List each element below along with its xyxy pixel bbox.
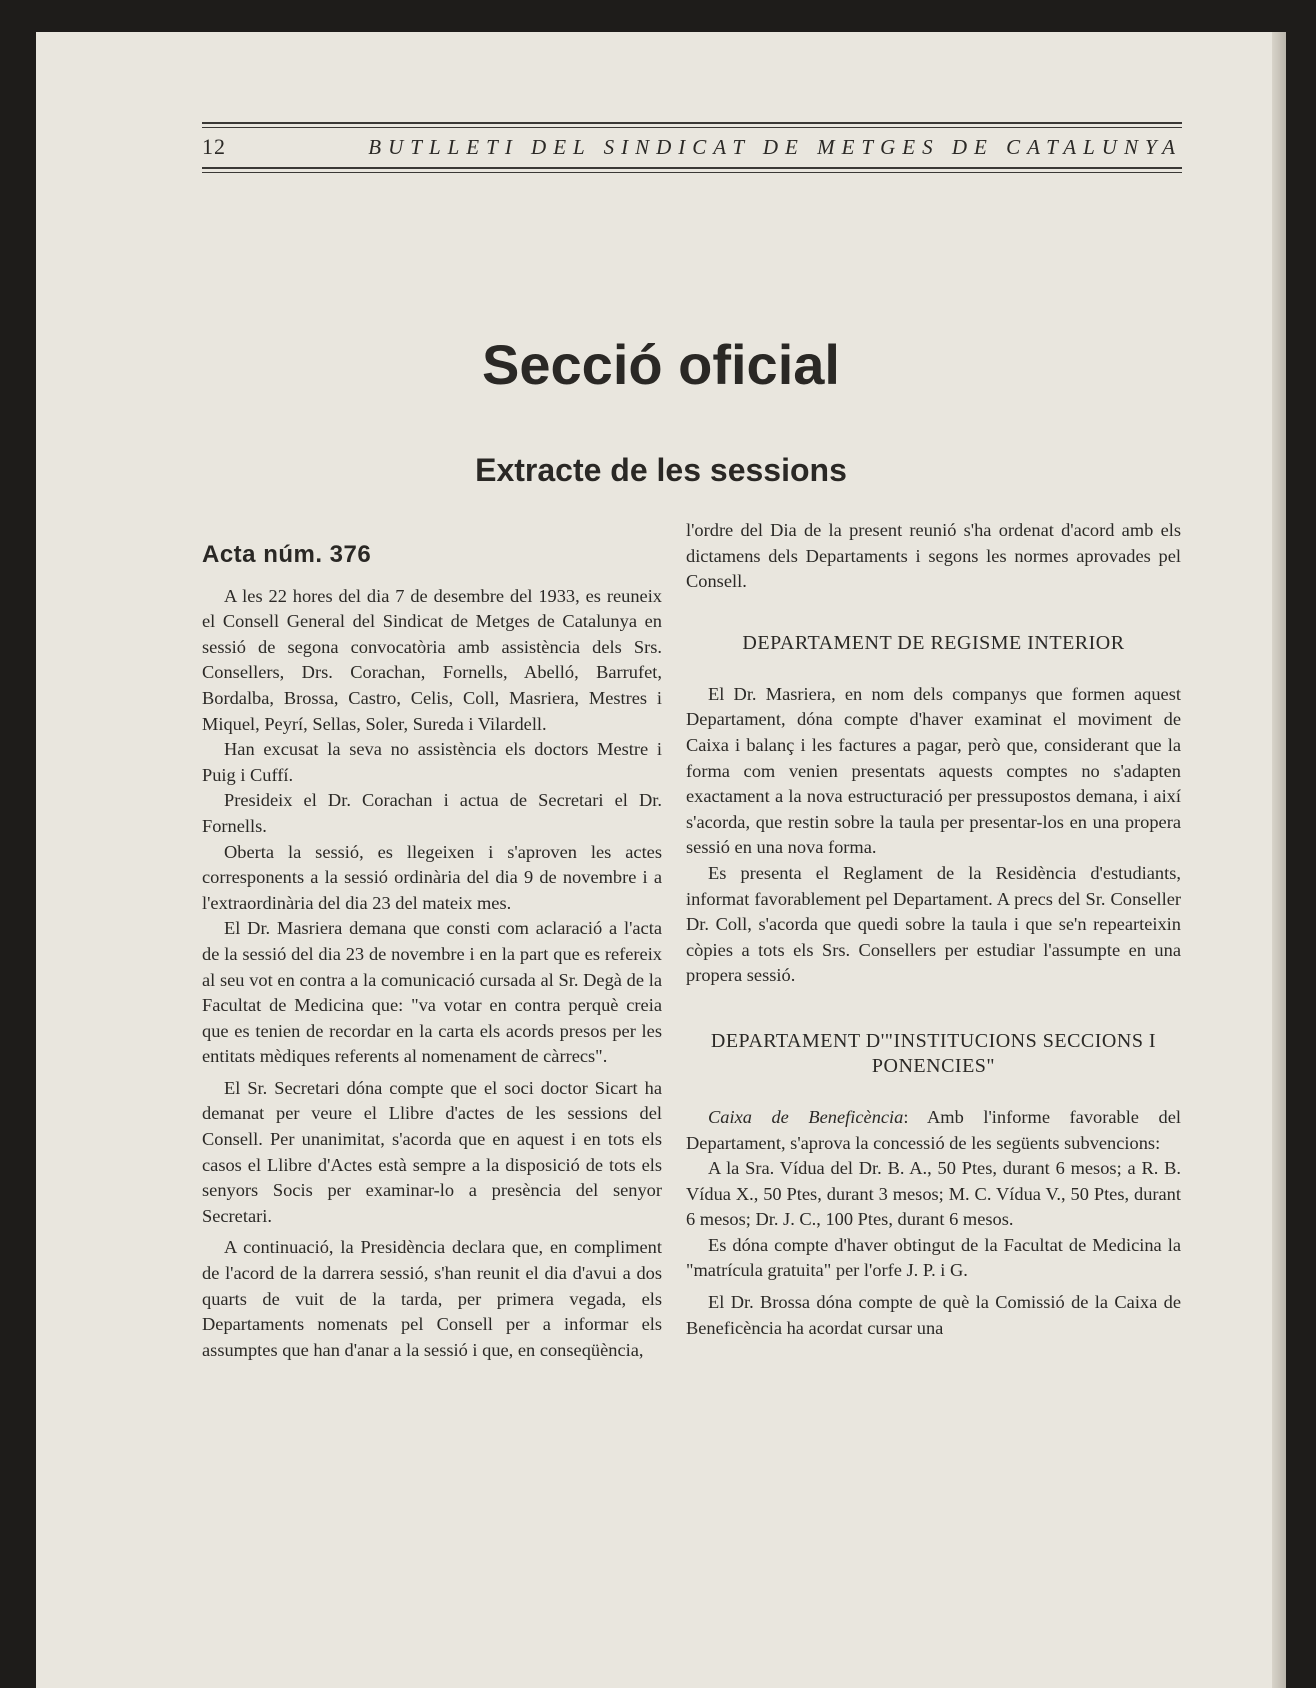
right-column: [686, 518, 1181, 1341]
paragraph-text: : Amb l'informe favorable del Departament, s'aprova la concessió de les següents subvencions:: [686, 1106, 1181, 1153]
paragraph: A les 22 hores del dia 7 de desembre del 1933, es reuneix el Consell General del Sindicat de Metges de Catalunya en sessió de segona convocatòria amb assistència dels Srs. Consellers, Drs. Corachan, Fornells, Abelló, Barrufet, Bordalba, Brossa, Castro, Celis, Coll, Masriera, Mestres i Miquel, Peyrí, Sellas, Soler, Sureda i Vilardell.: [202, 585, 662, 734]
document-page: [36, 32, 1286, 1688]
paragraph: El Dr. Masriera, en nom dels companys que formen aquest Departament, dóna compte d'haver examinat el moviment de Caixa i balanç i les factures a pagar, però que, considerant que la forma com venien presentats aquests comptes no s'adapten exactament a la nova estructuració per pressupostos demana, i així s'acorda, que restin sobre la taula per presentar-los en una propera sessió en una nova forma.: [686, 683, 1181, 858]
paragraph: A continuació, la Presidència declara que, en compliment de l'acord de la darrera sessió, s'han reunit el dia d'avui a dos quarts de vuit de la tarda, per primera vegada, els Departaments nomenats pel Consell per a informar els assumptes que han d'anar a la sessió i que, en conseqüència,: [202, 1237, 662, 1360]
paragraph: Presideix el Dr. Corachan i actua de Secretari el Dr. Fornells.: [202, 790, 662, 836]
section-title: Secció oficial: [482, 333, 840, 396]
left-column: [202, 542, 662, 1363]
header-rule-bottom: [202, 167, 1182, 169]
header-rule-top: [202, 122, 1182, 124]
paragraph: El Dr. Brossa dóna compte de què la Comissió de la Caixa de Beneficència ha acordat cursar una: [686, 1292, 1181, 1338]
paragraph: Es dóna compte d'haver obtingut de la Facultat de Medicina la "matrícula gratuita" per l'orfe J. P. i G.: [686, 1234, 1181, 1281]
paragraph-continuation: l'ordre del Dia de la present reunió s'ha ordenat d'acord amb els dictamens dels Departaments i segons les normes aprovades pel Consell.: [686, 520, 1181, 592]
italic-lead: Caixa de Beneficència: [708, 1106, 904, 1127]
paragraph: Es presenta el Reglament de la Residència d'estudiants, informat favorablement pel Departament. A precs del Sr. Conseller Dr. Coll, s'acorda que quedi sobre la taula i que se'n repearteixin còpies a tots els Srs. Consellers per estudiar l'assumpte en una propera sessió.: [686, 862, 1181, 986]
section-subtitle: Extracte de les sessions: [475, 452, 847, 488]
paragraph: Oberta la sessió, es llegeixen i s'aproven les actes corresponents a la sessió ordinària del dia 9 de novembre i a l'extraordinària del dia 23 del mateix mes.: [202, 841, 662, 913]
department-heading: DEPARTAMENT D'"INSTITUCIONS SECCIONS I PONENCIES": [710, 1029, 1157, 1077]
header-row: [202, 128, 1182, 167]
header-rule-bottom-thin: [202, 172, 1182, 173]
paragraph: [686, 1105, 1181, 1156]
paragraph: Han excusat la seva no assistència els doctors Mestre i Puig i Cuffí.: [202, 739, 662, 785]
running-header: [202, 122, 1182, 173]
paragraph: El Dr. Masriera demana que consti com aclaració a l'acta de la sessió del dia 23 de novembre i en la part que es refereix al seu vot en contra a la comunicació cursada al Sr. Degà de la Facultat de Medicina que: "va votar en contra perquè creia que es tenien de recordar en la carta els acords presos per les entitats mèdiques referents al nomenament de càrrecs".: [202, 918, 662, 1067]
acta-heading: Acta núm. 376: [202, 541, 372, 568]
department-heading: DEPARTAMENT DE REGISME INTERIOR: [742, 631, 1125, 654]
paragraph: El Sr. Secretari dóna compte que el soci doctor Sicart ha demanat per veure el Llibre d'actes de les sessions del Consell. Per unanimitat, s'acorda que en aquest i en tots els casos el Llibre d'Actes està sempre a la disposició de tots els senyors Socis per examinar-lo a presència del senyor Secretari.: [202, 1077, 662, 1226]
page-number: 12: [202, 134, 226, 159]
running-title: BUTLLETI DEL SINDICAT DE METGES DE CATALUNYA: [368, 135, 1182, 159]
paragraph: A la Sra. Vídua del Dr. B. A., 50 Ptes, durant 6 mesos; a R. B. Vídua X., 50 Ptes, durant 3 mesos; M. C. Vídua V., 50 Ptes, durant 6 mesos; Dr. J. C., 100 Ptes, durant 6 mesos.: [686, 1158, 1181, 1230]
